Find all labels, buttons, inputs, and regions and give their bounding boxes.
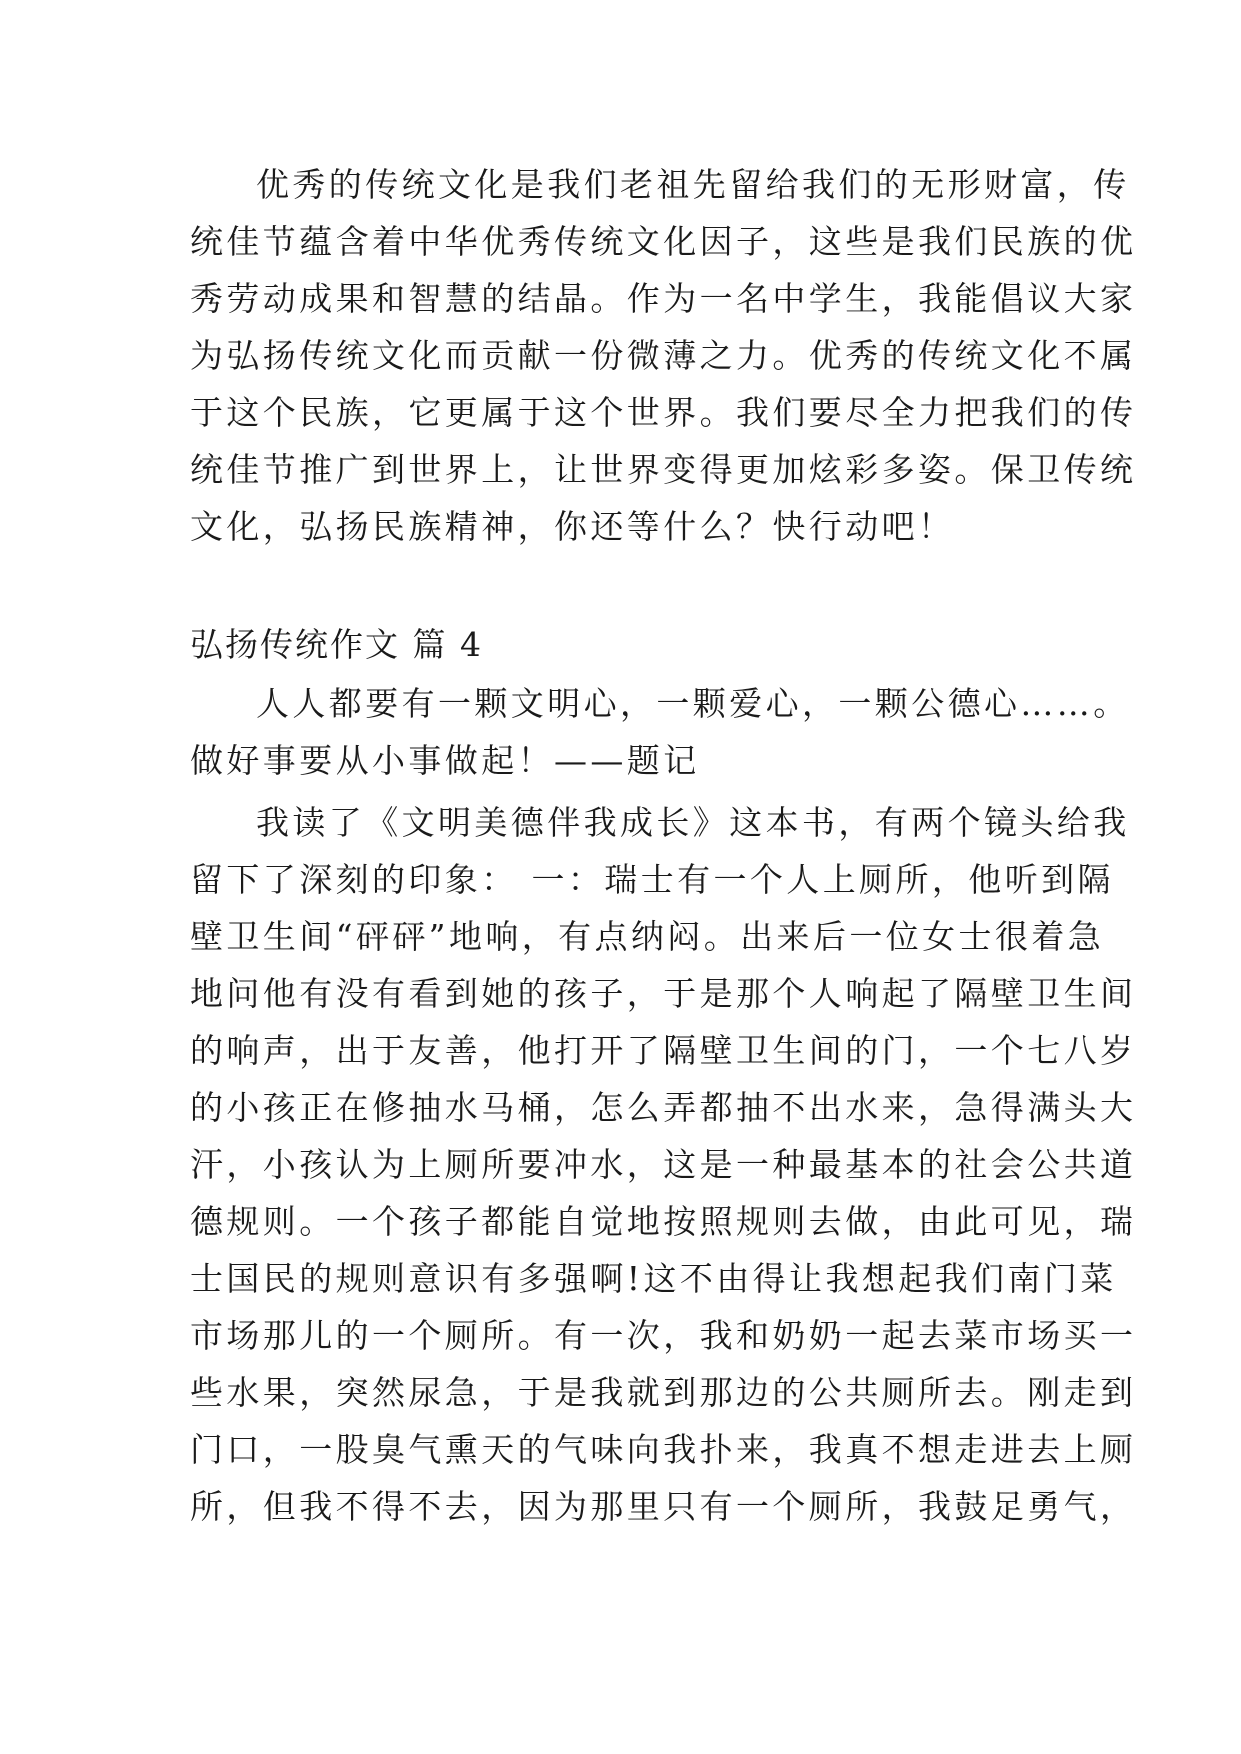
paragraph-line: 地问他有没有看到她的孩子，于是那个人响起了隔壁卫生间 bbox=[190, 974, 1137, 1013]
paragraph-line: 文化，弘扬民族精神，你还等什么？快行动吧！ bbox=[190, 507, 955, 546]
paragraph-line: 秀劳动成果和智慧的结晶。作为一名中学生，我能倡议大家 bbox=[190, 279, 1137, 318]
paragraph-line: 的小孩正在修抽水马桶，怎么弄都抽不出水来，急得满头大 bbox=[190, 1088, 1137, 1127]
paragraph-line: 壁卫生间“砰砰”地响，有点纳闷。出来后一位女士很着急 bbox=[190, 917, 1105, 956]
paragraph-line: 于这个民族，它更属于这个世界。我们要尽全力把我们的传 bbox=[190, 393, 1137, 432]
paragraph-line: 统佳节推广到世界上，让世界变得更加炫彩多姿。保卫传统 bbox=[190, 450, 1137, 489]
paragraph-line: 留下了深刻的印象： 一：瑞士有一个人上厕所，他听到隔 bbox=[190, 860, 1114, 899]
section-heading: 弘扬传统作文 篇 4 bbox=[190, 625, 483, 664]
paragraph-line: 德规则。一个孩子都能自觉地按照规则去做，由此可见，瑞 bbox=[190, 1202, 1137, 1241]
paragraph-line: 为弘扬传统文化而贡献一份微薄之力。优秀的传统文化不属 bbox=[190, 336, 1137, 375]
epigraph-line: 做好事要从小事做起！——题记 bbox=[190, 741, 700, 780]
paragraph-line: 士国民的规则意识有多强啊!这不由得让我想起我们南门菜 bbox=[190, 1259, 1117, 1298]
paragraph-line: 优秀的传统文化是我们老祖先留给我们的无形财富，传 bbox=[256, 165, 1130, 204]
paragraph-line: 汗，小孩认为上厕所要冲水，这是一种最基本的社会公共道 bbox=[190, 1145, 1137, 1184]
paragraph-line: 些水果，突然尿急，于是我就到那边的公共厕所去。刚走到 bbox=[190, 1373, 1137, 1412]
paragraph-line: 统佳节蕴含着中华优秀传统文化因子，这些是我们民族的优 bbox=[190, 222, 1137, 261]
paragraph-line: 市场那儿的一个厕所。有一次，我和奶奶一起去菜市场买一 bbox=[190, 1316, 1137, 1355]
paragraph-line: 的响声，出于友善，他打开了隔壁卫生间的门，一个七八岁 bbox=[190, 1031, 1137, 1070]
paragraph-line: 所，但我不得不去，因为那里只有一个厕所，我鼓足勇气， bbox=[190, 1487, 1137, 1526]
epigraph-line: 人人都要有一颗文明心，一颗爱心，一颗公德心……。 bbox=[256, 684, 1130, 723]
paragraph-line: 我读了《文明美德伴我成长》这本书，有两个镜头给我 bbox=[256, 803, 1130, 842]
paragraph-line: 门口，一股臭气熏天的气味向我扑来，我真不想走进去上厕 bbox=[190, 1430, 1137, 1469]
